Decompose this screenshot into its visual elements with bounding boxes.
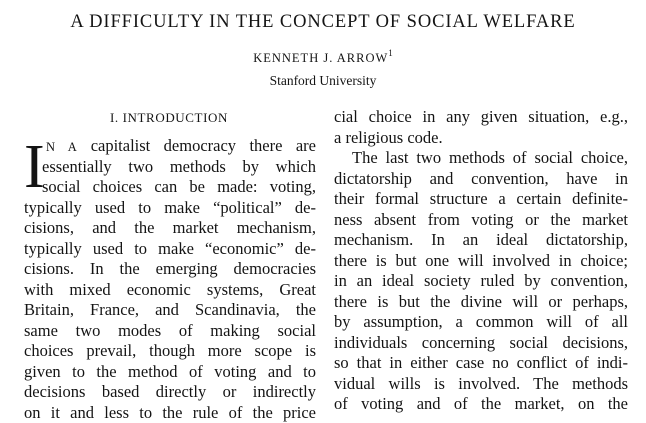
text-line: typically used to make “political” de- <box>24 198 316 219</box>
text-line: on it and less to the rule of the price <box>24 403 316 423</box>
text-line: cisions. In the emerging democracies <box>24 259 316 280</box>
text-line: choices prevail, though more scope is <box>24 341 316 362</box>
text-line: typically used to make “economic” de- <box>24 239 316 260</box>
text-line: social choices can be made: voting, <box>24 177 316 198</box>
section-heading: I. INTRODUCTION <box>24 110 314 126</box>
left-column <box>24 136 316 423</box>
author-footnote-marker: 1 <box>388 48 393 58</box>
text-line: individuals concerning social decisions, <box>334 333 628 354</box>
text-line: in an ideal society ruled by convention, <box>334 271 628 292</box>
text-line: a religious code. <box>334 128 628 149</box>
text-line: essentially two methods by which <box>24 157 316 178</box>
text-line: cisions, and the market mechanism, <box>24 218 316 239</box>
author-name: KENNETH J. ARROW <box>253 51 388 65</box>
paper-title: A DIFFICULTY IN THE CONCEPT OF SOCIAL WELFARE <box>0 12 646 33</box>
drop-cap: I <box>24 139 45 195</box>
text-line: of voting and of the market, on the <box>334 394 628 415</box>
text-line: by assumption, a common will of all <box>334 312 628 333</box>
text-line: ness absent from voting or the market <box>334 210 628 231</box>
text-line: N A capitalist democracy there are <box>24 136 316 157</box>
text-line: Britain, France, and Scandinavia, the <box>24 300 316 321</box>
text-line: decisions based directly or indirectly <box>24 382 316 403</box>
text-line: with mixed economic systems, Great <box>24 280 316 301</box>
author-line <box>0 49 646 66</box>
text-line: dictatorship and convention, have in <box>334 169 628 190</box>
text-line: vidual wills is involved. The methods <box>334 374 628 395</box>
text-line: mechanism. In an ideal dictatorship, <box>334 230 628 251</box>
small-caps-lead: N A <box>46 140 77 154</box>
text-line: The last two methods of social choice, <box>334 148 628 169</box>
text-line: their formal structure a certain definite- <box>334 189 628 210</box>
right-column <box>334 107 628 415</box>
author-affiliation: Stanford University <box>0 73 646 89</box>
text-line: same two modes of making social <box>24 321 316 342</box>
text-line: given to the method of voting and to <box>24 362 316 383</box>
text-line: cial choice in any given situation, e.g., <box>334 107 628 128</box>
text-line: there is but the divine will or perhaps, <box>334 292 628 313</box>
text-line: there is but one will involved in choice; <box>334 251 628 272</box>
text-line: so that in either case no conflict of indi- <box>334 353 628 374</box>
